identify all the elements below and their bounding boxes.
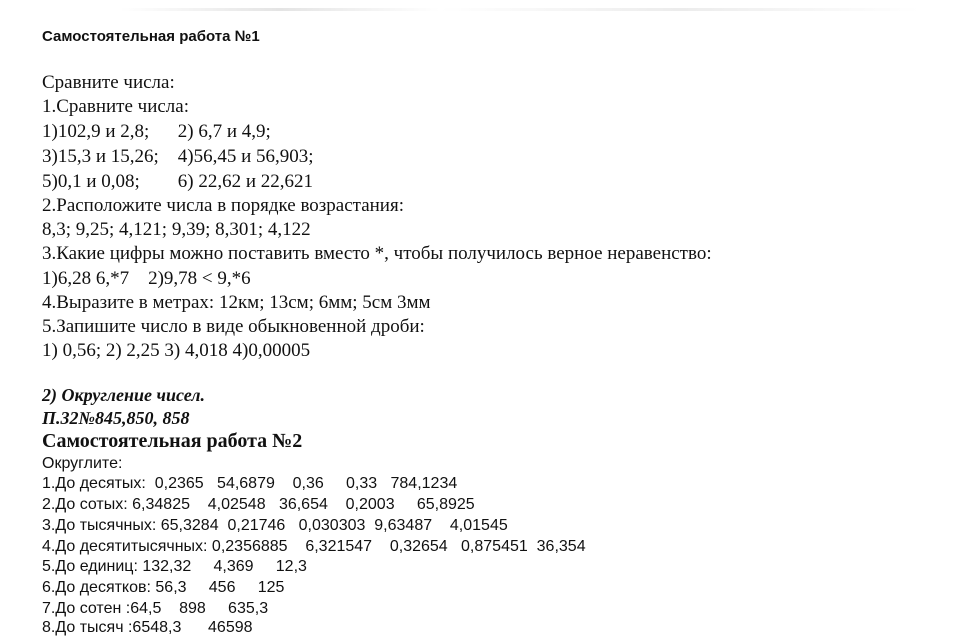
s2-item-3: 4.До десятитысячных: 0,2356885 6,321547 0,32654 0,875451 36,354 [42, 538, 586, 555]
s1-line-11: 1) 0,56; 2) 2,25 3) 4,018 4)0,00005 [42, 340, 311, 361]
section2-title: Самостоятельная работа №2 [42, 430, 303, 452]
s2-item-2: 3.До тысячных: 65,3284 0,21746 0,030303 9,63487 4,01545 [42, 517, 508, 534]
s2-item-0: 1.До десятых: 0,2365 54,6879 0,36 0,33 784,1234 [42, 475, 458, 492]
s1-line-9: 4.Выразите в метрах: 12км; 13см; 6мм; 5см 3мм [42, 292, 431, 313]
s2-item-4: 5.До единиц: 132,32 4,369 12,3 [42, 558, 307, 575]
s1-line-4: 5)0,1 и 0,08; 6) 22,62 и 22,621 [42, 171, 314, 192]
s2-item-7: 8.До тысяч :6548,3 46598 [42, 619, 253, 636]
s2-item-5: 6.До десятков: 56,3 456 125 [42, 579, 285, 596]
s1-line-7: 3.Какие цифры можно поставить вместо *, чтобы получилось верное неравенство: [42, 243, 712, 264]
s1-line-0: Сравните числа: [42, 72, 175, 93]
section2-intro: Округлите: [42, 455, 123, 472]
s2-item-6: 7.До сотен :64,5 898 635,3 [42, 600, 269, 617]
s1-line-8: 1)6,28 6,*7 2)9,78 < 9,*6 [42, 268, 251, 289]
s1-line-6: 8,3; 9,25; 4,121; 9,39; 8,301; 4,122 [42, 219, 311, 240]
section2-topic: 2) Округление чисел. [42, 385, 205, 405]
s1-line-5: 2.Расположите числа в порядке возрастания: [42, 195, 404, 216]
section1-title: Самостоятельная работа №1 [42, 28, 260, 45]
s1-line-1: 1.Сравните числа: [42, 96, 189, 117]
s1-line-3: 3)15,3 и 15,26; 4)56,45 и 56,903; [42, 146, 314, 167]
scan-artifact [120, 8, 920, 11]
s1-line-2: 1)102,9 и 2,8; 2) 6,7 и 4,9; [42, 121, 271, 142]
s2-item-1: 2.До сотых: 6,34825 4,02548 36,654 0,2003 65,8925 [42, 496, 475, 513]
section2-reference: П.32№845,850, 858 [42, 408, 190, 428]
s1-line-10: 5.Запишите число в виде обыкновенной дроби: [42, 316, 425, 337]
